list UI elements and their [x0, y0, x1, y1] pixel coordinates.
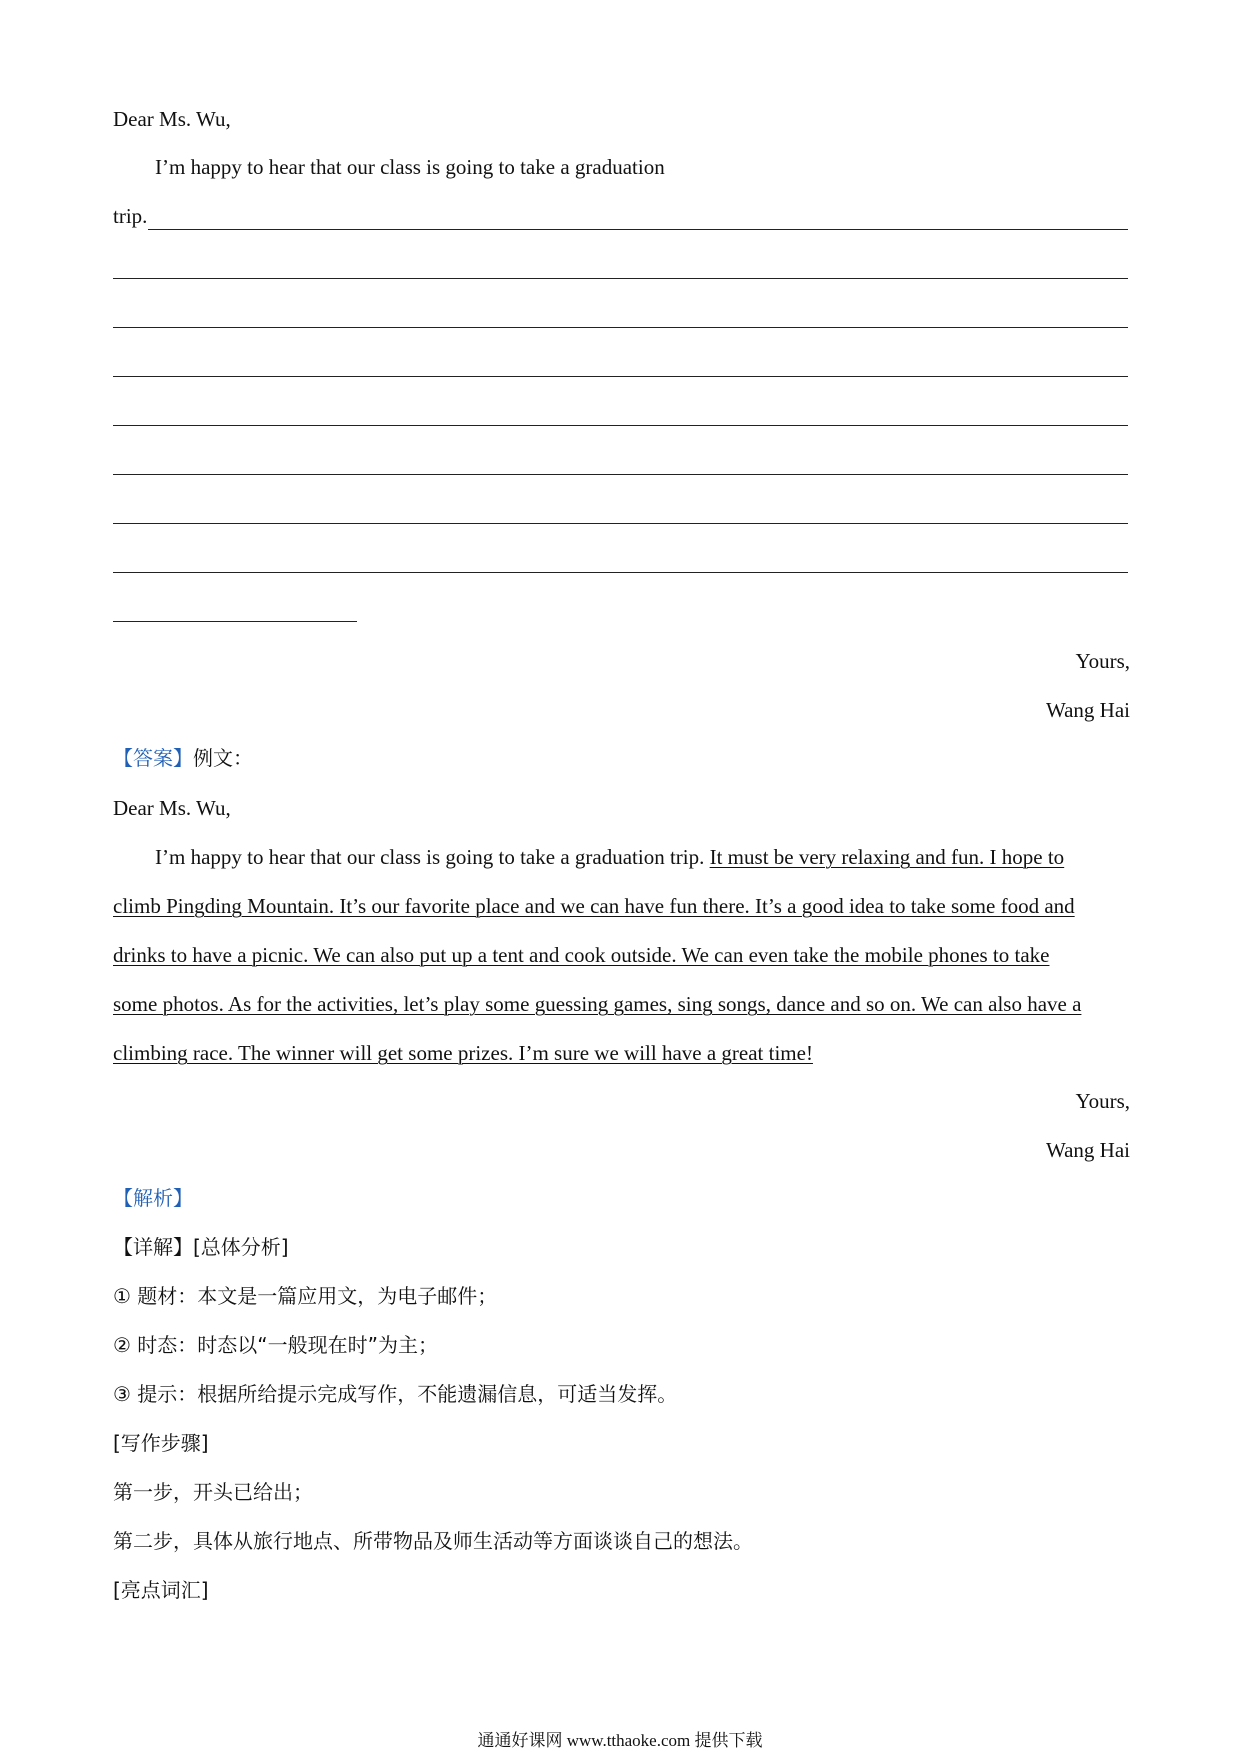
analysis-point: ③ 提示：根据所给提示完成写作，不能遗漏信息，可适当发挥。: [113, 1382, 678, 1406]
writing-line: [113, 474, 1128, 475]
prompt-salutation: Dear Ms. Wu,: [113, 107, 231, 131]
prompt-signature: Wang Hai: [1045, 698, 1130, 722]
prompt-trip-word: trip.: [113, 204, 148, 228]
writing-line: [113, 376, 1128, 377]
prompt-opening: I’m happy to hear that our class is going to take a graduation: [155, 155, 665, 179]
answer-underlined-text: some photos. As for the activities, let’s play some guessing games, sing songs, dance and so on. We can also have a: [113, 992, 1082, 1016]
answer-salutation: Dear Ms. Wu,: [113, 796, 231, 820]
analysis-point: ① 题材：本文是一篇应用文，为电子邮件；: [113, 1284, 498, 1308]
answer-label: 例文：: [193, 746, 253, 770]
answer-line-1: [155, 842, 1064, 872]
steps-title: [写作步骤]: [113, 1431, 209, 1455]
writing-line: [148, 229, 1128, 230]
answer-underlined-text: climbing race. The winner will get some prizes. I’m sure we will have a great time!: [113, 1041, 813, 1065]
writing-line: [113, 621, 357, 622]
detail-tag: 【详解】: [113, 1235, 193, 1259]
answer-closing: Yours,: [1075, 1089, 1130, 1113]
vocab-title: [亮点词汇]: [113, 1578, 209, 1602]
prompt-closing: Yours,: [1075, 649, 1130, 673]
answer-intro: I’m happy to hear that our class is going to take a graduation trip.: [155, 845, 705, 869]
writing-line: [113, 327, 1128, 328]
step-item: 第一步，开头已给出；: [113, 1480, 313, 1504]
analysis-tag: 【解析】: [113, 1186, 193, 1210]
analysis-detail-heading: [113, 1232, 289, 1262]
step-item: 第二步，具体从旅行地点、所带物品及师生活动等方面谈谈自己的想法。: [113, 1529, 753, 1553]
writing-line: [113, 425, 1128, 426]
answer-heading: [113, 743, 253, 773]
answer-tag: 【答案】: [113, 746, 193, 770]
answer-underlined-text: drinks to have a picnic. We can also put up a tent and cook outside. We can even take the mobile phones to take: [113, 943, 1050, 967]
detail-title: [总体分析]: [193, 1235, 289, 1259]
answer-underlined-text: climb Pingding Mountain. It’s our favorite place and we can have fun there. It’s a good idea to take some food and: [113, 894, 1075, 918]
analysis-point: ② 时态：时态以“一般现在时”为主；: [113, 1333, 439, 1357]
answer-signature: Wang Hai: [1045, 1138, 1130, 1162]
writing-line: [113, 523, 1128, 524]
answer-underlined-text: It must be very relaxing and fun. I hope to: [709, 845, 1065, 869]
page-footer: 通通好课网 www.tthaoke.com 提供下载: [477, 1731, 763, 1750]
writing-line: [113, 572, 1128, 573]
writing-line: [113, 278, 1128, 279]
